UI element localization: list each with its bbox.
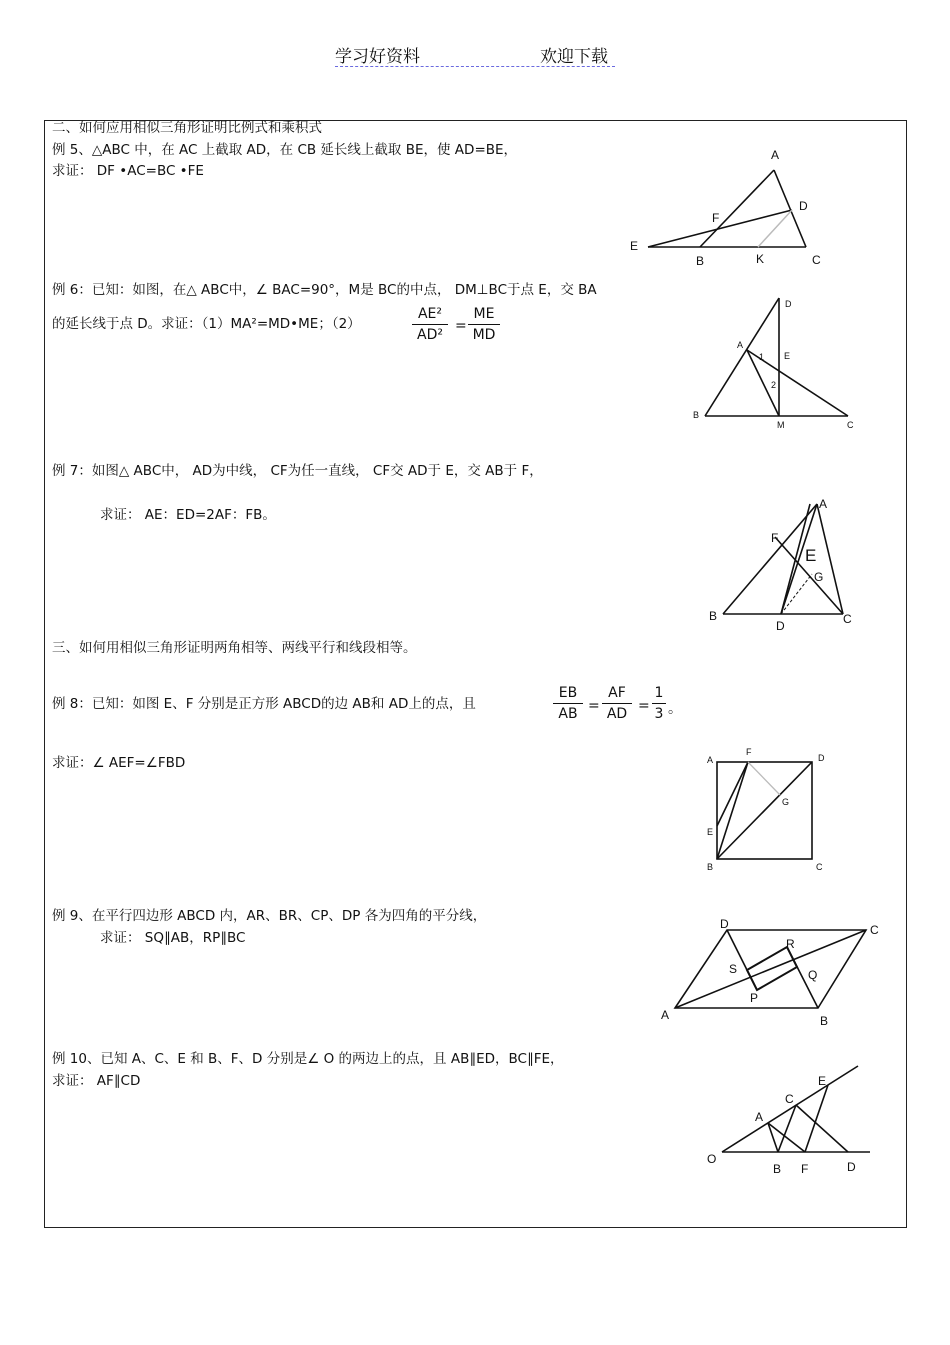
ex9-statement: 例 9、在平行四边形 ABCD 内，AR、BR、CP、DP 各为四角的平分线， [52, 908, 487, 924]
ex7-label: F [771, 531, 779, 545]
ex8-figure [700, 742, 840, 877]
ex8-prove: 求证：∠ AEF=∠FBD [52, 755, 186, 771]
ex9-figure [655, 912, 885, 1032]
ex8-frac2-den: AD [606, 706, 628, 722]
ex10-figure [700, 1060, 875, 1185]
fraction-bar [602, 703, 632, 704]
ex6-label: D [785, 299, 792, 309]
ex8-frac1-num: EB [558, 685, 578, 701]
fraction-bar [412, 324, 448, 325]
page-header [335, 40, 615, 67]
ex5-label: C [812, 253, 821, 267]
ex8-frac1-den: AB [558, 706, 578, 722]
ex6-fraction-2 [468, 306, 500, 343]
ex5-label: A [771, 148, 780, 162]
ex9-label: D [720, 917, 729, 931]
ex8-frac3-num: 1 [654, 685, 664, 701]
ex7-label: E [805, 546, 817, 565]
ex10-label: D [847, 1160, 856, 1174]
ex8-period: 。 [668, 701, 682, 717]
ex6-label: A [737, 340, 744, 350]
ex6-label: E [784, 351, 791, 361]
ex7-label: B [709, 609, 718, 623]
header-left: 学习好资料 [335, 47, 420, 67]
ex9-prove: 求证： SQ∥AB，RP∥BC [100, 930, 246, 946]
ex5-label: F [712, 211, 720, 225]
ex6-label: C [847, 420, 854, 430]
ex8-fraction-3 [652, 685, 666, 722]
ex9-label: C [870, 923, 879, 937]
ex7-label: D [776, 619, 785, 633]
ex8-fraction-2 [602, 685, 632, 722]
ex7-prove: 求证： AE：ED=2AF：FB。 [100, 507, 276, 523]
ex8-frac3-den: 3 [654, 706, 664, 722]
fraction-bar [652, 703, 666, 704]
ex10-label: F [801, 1162, 809, 1176]
ex8-statement: 例 8：已知：如图 E、F 分别是正方形 ABCD的边 AB和 AD上的点，且 [52, 696, 476, 712]
ex9-label: P [750, 991, 759, 1005]
ex6-figure [685, 290, 865, 435]
ex9-label: B [820, 1014, 829, 1028]
ex6-statement: 例 6：已知：如图，在△ ABC中，∠ BAC=90°，M是 BC的中点， DM⊥BC于点 E，交 BA [52, 282, 597, 298]
ex6-fraction-1 [412, 306, 448, 343]
ex5-statement: 例 5、△ABC 中，在 AC 上截取 AD，在 CB 延长线上截取 BE，使 AD=BE， [52, 142, 518, 158]
ex5-prove: 求证： DF •AC=BC •FE [52, 163, 204, 179]
ex10-label: A [755, 1110, 764, 1124]
header-right: 欢迎下载 [540, 47, 608, 67]
ex8-label: A [707, 755, 714, 765]
ex6-label: 2 [771, 380, 777, 390]
ex8-fraction-1 [553, 685, 583, 722]
ex5-label: K [756, 252, 765, 266]
ex6-frac2-num: ME [473, 306, 495, 322]
ex7-statement: 例 7：如图△ ABC中， AD为中线， CF为任一直线， CF交 AD于 E，交 AB于 F， [52, 463, 543, 479]
ex8-equals-1: = [588, 698, 600, 714]
ex9-label: R [786, 937, 795, 951]
ex6-prove: 的延长线于点 D。求证：（1）MA²=MD•ME；（2） [52, 316, 361, 332]
ex8-frac2-num: AF [608, 685, 626, 701]
ex6-frac1-den: AD² [417, 327, 443, 343]
ex10-label: O [707, 1152, 717, 1166]
ex5-figure [620, 140, 840, 270]
ex9-label: Q [808, 968, 818, 982]
ex6-frac1-num: AE² [417, 306, 443, 322]
ex10-label: E [818, 1074, 827, 1088]
ex7-figure [705, 492, 865, 637]
ex5-label: E [630, 239, 639, 253]
section-3-title: 三、如何用相似三角形证明两角相等、两线平行和线段相等。 [52, 640, 417, 656]
ex5-label: B [696, 254, 705, 268]
ex9-label: A [661, 1008, 670, 1022]
ex8-label: E [707, 827, 714, 837]
ex10-statement: 例 10、已知 A、C、E 和 B、F、D 分别是∠ O 的两边上的点，且 AB∥ED，BC∥FE， [52, 1051, 564, 1067]
ex8-label: D [818, 753, 825, 763]
fraction-bar [553, 703, 583, 704]
ex10-label: B [773, 1162, 782, 1176]
ex8-label: F [746, 747, 752, 757]
ex9-label: S [729, 962, 738, 976]
ex6-label: B [693, 410, 700, 420]
ex10-prove: 求证： AF∥CD [52, 1073, 141, 1089]
ex5-label: D [799, 199, 808, 213]
ex6-label: M [777, 420, 785, 430]
ex6-equals: = [455, 318, 467, 334]
ex8-label: C [816, 862, 823, 872]
fraction-bar [468, 324, 500, 325]
ex6-label: 1 [759, 352, 765, 362]
section-2-title: 二、如何应用相似三角形证明比例式和乘积式 [52, 120, 322, 136]
ex8-equals-2: = [638, 698, 650, 714]
ex8-label: G [782, 797, 790, 807]
ex10-label: C [785, 1092, 794, 1106]
ex6-frac2-den: MD [472, 327, 496, 343]
ex7-label: G [814, 570, 824, 584]
ex7-label: C [843, 612, 852, 626]
ex7-label: A [819, 497, 828, 511]
ex8-label: B [707, 862, 714, 872]
